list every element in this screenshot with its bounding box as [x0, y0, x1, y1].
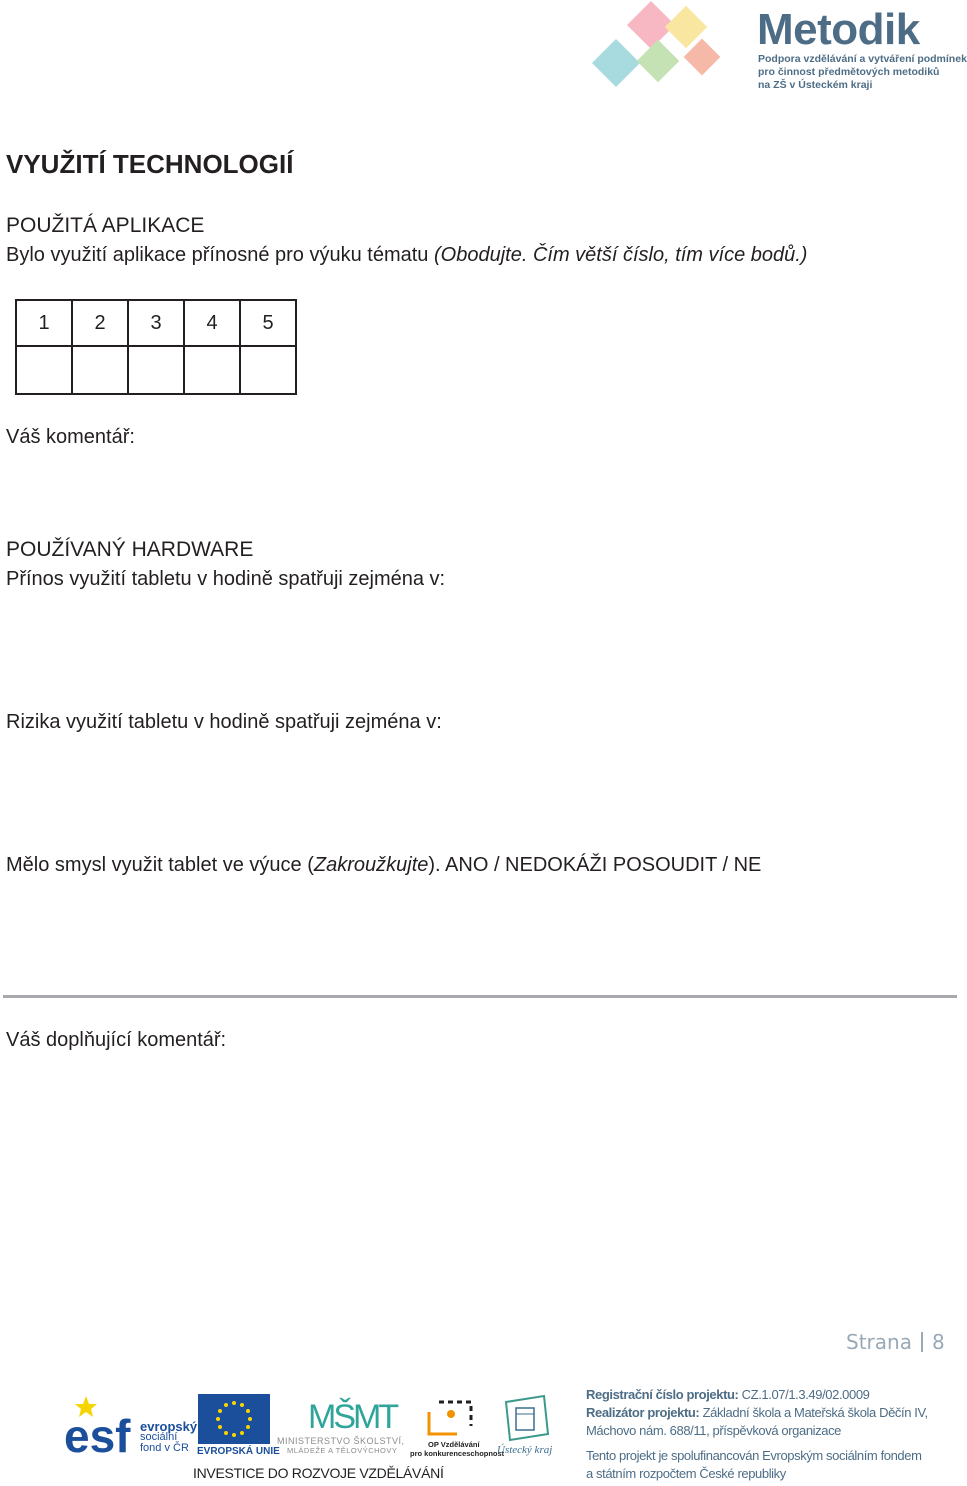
app-comment-label: Váš komentář: [6, 426, 135, 448]
logo-diamond-green [637, 40, 679, 82]
realizator-address: Máchovo nám. 688/11, příspěvková organizace [586, 1423, 841, 1438]
rating-number-1: 1 [16, 300, 72, 346]
rating-box-1[interactable] [16, 346, 72, 394]
investice-slogan: INVESTICE DO ROZVOJE VZDĚLÁVÁNÍ [193, 1465, 444, 1481]
logo-title: Metodik [757, 5, 920, 54]
op-caption-line-2: pro konkurenceschopnost [410, 1449, 505, 1458]
rating-number-3: 3 [128, 300, 184, 346]
realizator-label: Realizátor projektu: [586, 1405, 700, 1420]
rating-box-3[interactable] [128, 346, 184, 394]
registration-number: CZ.1.07/1.3.49/02.0009 [738, 1387, 870, 1402]
msmt-logo [306, 1392, 397, 1436]
metodik-logo-graphic [585, 2, 735, 98]
rating-number-2: 2 [72, 300, 128, 346]
sense-prefix: Mělo smysl využit tablet ve výuce ( [6, 854, 314, 876]
rating-box-5[interactable] [240, 346, 296, 394]
esf-caption-line-3: fond v ČR [140, 1442, 189, 1454]
section-title: VYUŽITÍ TECHNOLOGIÍ [6, 149, 294, 179]
hardware-heading: POUŽÍVANÝ HARDWARE [6, 538, 254, 561]
sense-options: ). ANO / NEDOKÁŽI POSOUDIT / NE [428, 854, 762, 876]
logo-subtitle-line-2: pro činnost předmětových metodiků [758, 66, 940, 78]
msmt-logo-text: MŠMT [308, 1398, 397, 1436]
op-caption [410, 1440, 504, 1458]
rating-table [15, 299, 297, 395]
app-question-hint: (Obodujte. Čím větší číslo, tím více bodů.) [434, 244, 808, 266]
msmt-caption-line-1: MINISTERSTVO ŠKOLSTVÍ, [277, 1436, 405, 1446]
hardware-benefit-label: Přínos využití tabletu v hodině spatřuji zejména v: [6, 568, 446, 590]
hardware-sense-question [6, 852, 761, 878]
logo-diamond-teal [592, 39, 640, 87]
registration-info [586, 1386, 869, 1404]
op-vk-logo [425, 1392, 477, 1438]
esf-logo [64, 1394, 140, 1462]
registration-label: Registrační číslo projektu: [586, 1387, 739, 1402]
rating-number-4: 4 [184, 300, 240, 346]
app-question-text: Bylo využití aplikace přínosné pro výuku tématu [6, 244, 434, 266]
rating-numbers-row [16, 300, 296, 346]
ustecky-kraj-emblem [500, 1394, 550, 1442]
page-number: 8 [931, 1330, 945, 1354]
realizator-info [586, 1404, 928, 1422]
op-caption-line-1: OP Vzdělávání [428, 1440, 480, 1449]
page-separator [921, 1332, 923, 1352]
page-indicator [846, 1330, 945, 1354]
page-label: Strana [846, 1330, 912, 1354]
eu-flag-icon [198, 1394, 270, 1444]
esf-caption-line-1: evropský [140, 1419, 198, 1434]
rating-boxes-row [16, 346, 296, 394]
funding-line-1: Tento projekt je spolufinancován Evropským sociálním fondem [586, 1448, 922, 1463]
esf-logo-text: esf [64, 1410, 131, 1462]
app-heading: POUŽITÁ APLIKACE [6, 214, 205, 237]
rating-box-4[interactable] [184, 346, 240, 394]
logo-subtitle-line-3: na ZŠ v Ústeckém kraji [758, 79, 873, 91]
esf-caption [140, 1421, 197, 1454]
rating-number-5: 5 [240, 300, 296, 346]
msmt-caption [277, 1436, 405, 1456]
app-question [6, 242, 807, 268]
esf-caption-line-2: sociální [140, 1431, 178, 1443]
section-divider [3, 995, 957, 998]
hardware-risk-label: Rizika využití tabletu v hodině spatřuji zejména v: [6, 711, 442, 733]
logo-subtitle-line-1: Podpora vzdělávání a vytváření podmínek [758, 53, 967, 65]
realizator-name: Základní škola a Mateřská škola Děčín IV, [699, 1405, 928, 1420]
eu-label: EVROPSKÁ UNIE [197, 1446, 280, 1457]
msmt-caption-line-2: MLÁDEŽE A TĚLOVÝCHOVY [287, 1446, 398, 1455]
funding-line-2: a státním rozpočtem České republiky [586, 1466, 786, 1481]
sense-hint: Zakroužkujte [313, 854, 429, 876]
extra-comment-label: Váš doplňující komentář: [6, 1029, 227, 1051]
rating-box-2[interactable] [72, 346, 128, 394]
ustecky-kraj-label: Ústecký kraj [497, 1444, 553, 1456]
